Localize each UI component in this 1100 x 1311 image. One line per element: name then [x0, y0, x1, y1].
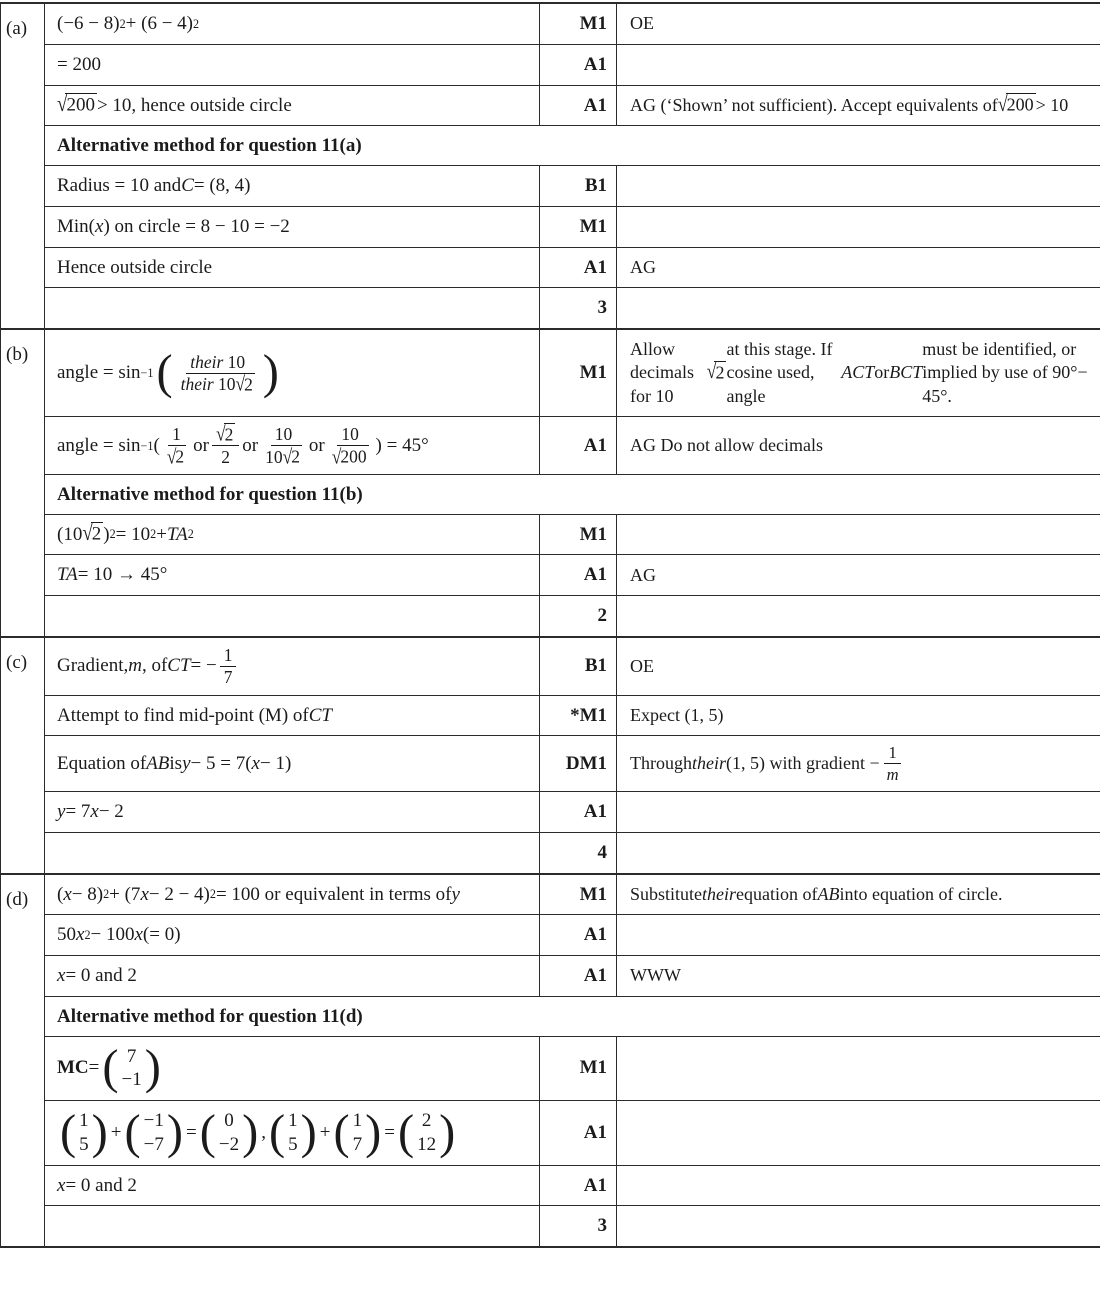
- comment-cell: [617, 915, 1100, 955]
- comment-cell: [617, 596, 1100, 636]
- mark-scheme-row: [45, 735, 1100, 791]
- mark-scheme-row: [45, 330, 1100, 416]
- mark-scheme-row: [45, 1036, 1100, 1101]
- comment-cell: [617, 166, 1100, 206]
- answer-cell: Hence outside circle: [45, 248, 540, 288]
- mark-cell: A1: [540, 555, 617, 595]
- total-mark-cell: 3: [540, 1206, 617, 1246]
- mark-cell: M1: [540, 4, 617, 44]
- answer-cell: Gradient, m , of CT = − $\frac{1}{7}$: [45, 638, 540, 695]
- mark-cell: A1: [540, 1166, 617, 1206]
- mark-cell: M1: [540, 1037, 617, 1101]
- mark-scheme-row: [45, 638, 1100, 695]
- answer-cell: ( 1 5 ) + ( −1 −7 ) = ( 0 −2 ) , ( 1 5 ) + ( 1 7 ) = ( 2 12 ): [45, 1101, 540, 1165]
- comment-cell: [617, 1206, 1100, 1246]
- answer-cell: x = 0 and 2: [45, 956, 540, 996]
- mark-scheme-row: [45, 4, 1100, 44]
- answer-cell: angle = sin −1 ( $\frac{1}{√2}$ or $\frac{√2}{2}$ or $\frac{10}{10√2}$ or $\frac{10}{√200}$ ) = 45°: [45, 417, 540, 474]
- part-label: (a): [0, 4, 45, 328]
- question-part-section-d: [0, 873, 1100, 1247]
- mark-scheme-row: [45, 914, 1100, 955]
- mark-scheme-row: [45, 85, 1100, 126]
- answer-cell: (10 √2 ) 2 = 10 2 + TA 2: [45, 515, 540, 555]
- question-part-section-a: [0, 4, 1100, 328]
- answer-cell: x = 0 and 2: [45, 1166, 540, 1206]
- total-row: [45, 1205, 1100, 1246]
- answer-cell: [45, 596, 540, 636]
- mark-cell: A1: [540, 45, 617, 85]
- total-row: [45, 287, 1100, 328]
- mark-scheme-row: [45, 695, 1100, 736]
- mark-cell: M1: [540, 207, 617, 247]
- answer-cell: Min( x ) on circle = 8 − 10 = −2: [45, 207, 540, 247]
- mark-scheme-row: [45, 1165, 1100, 1206]
- mark-cell: A1: [540, 248, 617, 288]
- answer-cell: (−6 − 8) 2 + (6 − 4) 2: [45, 4, 540, 44]
- mark-cell: M1: [540, 515, 617, 555]
- total-mark-cell: 2: [540, 596, 617, 636]
- comment-cell: [617, 792, 1100, 832]
- answer-cell: Radius = 10 and C = (8, 4): [45, 166, 540, 206]
- mark-cell: M1: [540, 875, 617, 915]
- mark-scheme-row: [45, 165, 1100, 206]
- answer-cell: √200 > 10, hence outside circle: [45, 86, 540, 126]
- comment-cell: Allow decimals for 10 √2 at this stage. If cosine used, angle ACT or BCT must be identified, or implied by use of 90°− 45°.: [630, 339, 1088, 406]
- mark-scheme-row: [45, 206, 1100, 247]
- mark-cell: DM1: [540, 736, 617, 791]
- comment-cell: [617, 207, 1100, 247]
- comment-cell: WWW: [630, 965, 681, 986]
- question-part-section-c: [0, 636, 1100, 873]
- mark-scheme-row: [45, 554, 1100, 595]
- alternative-method-header: Alternative method for question 11(a): [45, 125, 1100, 165]
- comment-cell: [617, 515, 1100, 555]
- part-rows: [45, 875, 1100, 1247]
- mark-scheme-row: [45, 416, 1100, 474]
- answer-cell: TA = 10 → 45°: [45, 555, 540, 595]
- total-row: [45, 832, 1100, 873]
- mark-cell: *M1: [540, 696, 617, 736]
- answer-cell: Attempt to find mid-point (M) of CT: [45, 696, 540, 736]
- comment-cell: [617, 45, 1100, 85]
- comment-cell: [617, 833, 1100, 873]
- mark-scheme-row: [45, 1100, 1100, 1165]
- mark-scheme-row: [45, 875, 1100, 915]
- part-rows: [45, 4, 1100, 328]
- alternative-method-header: Alternative method for question 11(d): [45, 996, 1100, 1036]
- mark-cell: B1: [540, 166, 617, 206]
- mark-scheme-table: [0, 2, 1100, 1248]
- comment-cell: [617, 1037, 1100, 1101]
- mark-scheme-row: [45, 955, 1100, 996]
- total-mark-cell: 3: [540, 288, 617, 328]
- total-row: [45, 595, 1100, 636]
- mark-cell: A1: [540, 956, 617, 996]
- part-label: (d): [0, 875, 45, 1247]
- mark-cell: B1: [540, 638, 617, 695]
- mark-scheme-row: [45, 247, 1100, 288]
- mark-cell: A1: [540, 417, 617, 474]
- total-mark-cell: 4: [540, 833, 617, 873]
- part-label: (c): [0, 638, 45, 873]
- answer-cell: MC = ( 7 −1 ): [45, 1037, 540, 1101]
- mark-cell: A1: [540, 915, 617, 955]
- answer-cell: [45, 288, 540, 328]
- comment-cell: Through their (1, 5) with gradient − $\frac{1}{m}$: [617, 736, 1100, 791]
- alternative-method-header: Alternative method for question 11(b): [45, 474, 1100, 514]
- comment-cell: [617, 288, 1100, 328]
- part-label: (b): [0, 330, 45, 636]
- comment-cell: Expect (1, 5): [630, 704, 724, 725]
- answer-cell: [45, 833, 540, 873]
- mark-cell: A1: [540, 1101, 617, 1165]
- comment-cell: [617, 1166, 1100, 1206]
- part-rows: [45, 330, 1100, 636]
- mark-scheme-row: [45, 44, 1100, 85]
- comment-cell: AG: [630, 256, 656, 277]
- answer-cell: 50 x 2 − 100 x (= 0): [45, 915, 540, 955]
- mark-scheme-row: [45, 791, 1100, 832]
- comment-cell: OE: [630, 13, 654, 34]
- mark-cell: A1: [540, 86, 617, 126]
- comment-cell: AG (‘Shown’ not sufficient). Accept equivalents of √200 > 10: [630, 91, 1069, 116]
- comment-cell: AG: [630, 564, 656, 585]
- answer-cell: ( x − 8) 2 + (7 x − 2 − 4) 2 = 100 or equivalent in terms of y: [45, 875, 540, 915]
- mark-cell: M1: [540, 330, 617, 416]
- question-part-section-b: [0, 328, 1100, 636]
- answer-cell: = 200: [45, 45, 540, 85]
- answer-cell: Equation of AB is y − 5 = 7( x − 1): [45, 736, 540, 791]
- answer-cell: angle = sin −1 ( $\frac{\text{their 10}}{\text{their 10√2}}$ ): [45, 330, 540, 416]
- comment-cell: OE: [630, 655, 654, 676]
- part-rows: [45, 638, 1100, 873]
- comment-cell: [617, 1101, 1100, 1165]
- comment-cell: AG Do not allow decimals: [630, 434, 823, 455]
- mark-cell: A1: [540, 792, 617, 832]
- mark-scheme-row: [45, 514, 1100, 555]
- answer-cell: y = 7 x − 2: [45, 792, 540, 832]
- answer-cell: [45, 1206, 540, 1246]
- comment-cell: Substitute their equation of AB into equation of circle.: [630, 883, 1003, 904]
